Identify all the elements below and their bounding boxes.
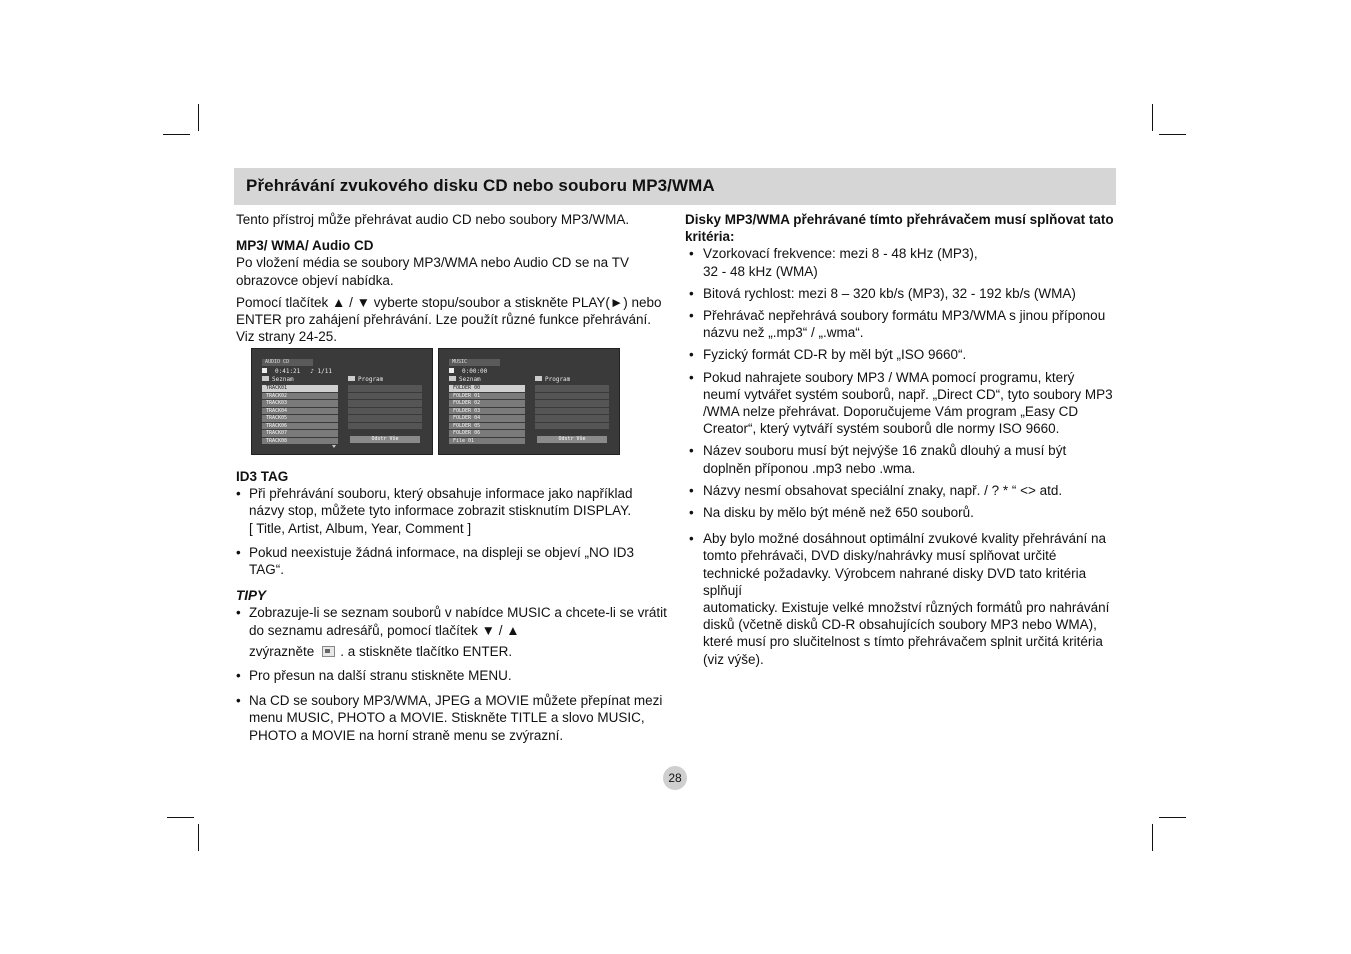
menu-screenshots (251, 348, 620, 455)
list-item[interactable]: FOLDER 06 (449, 430, 525, 437)
screen-tag: MUSIC (449, 359, 500, 366)
program-icon (535, 376, 542, 381)
program-header: Program (348, 376, 383, 383)
tips-heading: TIPY (236, 588, 267, 604)
stop-icon (262, 368, 267, 373)
right-column (685, 211, 1115, 668)
program-list (535, 385, 609, 430)
list-item: • Na disku by mělo být méně než 650 souborů. (685, 504, 1115, 521)
audio-cd-screen (251, 348, 433, 455)
list-item: • Na CD se soubory MP3/WMA, JPEG a MOVIE můžete přepínat mezi menu MUSIC, PHOTO a MOVIE. Stiskněte TITLE a slovo MUSIC, PHOTO a MOVIE na horní straně menu se zvýrazní. (236, 692, 668, 744)
page-title: Přehrávání zvukového disku CD nebo souboru MP3/WMA (246, 176, 715, 195)
criteria-list (685, 245, 1115, 667)
list-item[interactable]: FOLDER 05 (449, 423, 525, 430)
list-item[interactable]: FOLDER 04 (449, 415, 525, 422)
folder-up-icon (322, 646, 335, 657)
track-count: ♪ 1/11 (310, 368, 332, 375)
list-header: Seznam (262, 376, 294, 383)
crop-mark (198, 104, 199, 131)
list-item[interactable]: TRACK01 (262, 385, 338, 392)
list-item: • Pokud nahrajete soubory MP3 / WMA pomocí programu, který neumí vytvářet systém souborů, např. „Direct CD“, tyto soubory MP3 /WMA nelze přehrávat. Doporučujeme Vám program „Easy CD Creator“, který vytváří systém souborů dle normy ISO 9660. (685, 369, 1115, 438)
stop-icon (449, 368, 454, 373)
screen-timer: 0:00:00 (449, 368, 487, 375)
list-item[interactable]: TRACK06 (262, 423, 338, 430)
file-footer: File 01 (449, 438, 525, 445)
track-list (262, 385, 338, 445)
list-item[interactable]: FOLDER 00 (449, 385, 525, 392)
program-list (348, 385, 422, 430)
list-item[interactable]: TRACK07 (262, 430, 338, 437)
intro-text: Tento přístroj může přehrávat audio CD nebo soubory MP3/WMA. (236, 212, 630, 227)
list-item[interactable]: TRACK04 (262, 408, 338, 415)
list-icon (449, 376, 456, 381)
scroll-down-icon (332, 445, 336, 448)
list-item: • Pro přesun na další stranu stiskněte MENU. (236, 667, 668, 684)
list-item: • Pokud neexistuje žádná informace, na displeji se objeví „NO ID3 TAG“. (236, 544, 668, 578)
mp3-heading: MP3/ WMA/ Audio CD (236, 238, 374, 254)
list-item: • Název souboru musí být nejvýše 16 znaků dlouhý a musí být doplněn příponou .mp3 nebo .wma. (685, 442, 1115, 476)
tips-list (236, 604, 668, 743)
mp3-paragraph-2: Pomocí tlačítek ▲ / ▼ vyberte stopu/soubor a stiskněte PLAY(►) nebo ENTER pro zahájení přehrávání. Lze použít různé funkce přehrávání. Viz strany 24-25. (236, 294, 662, 345)
mp3-paragraph-1: Po vložení média se soubory MP3/WMA nebo Audio CD se na TV obrazovce objeví nabídka. (236, 255, 629, 288)
folder-list (449, 385, 525, 445)
list-item: • Zobrazuje-li se seznam souborů v nabídce MUSIC a chcete-li se vrátit do seznamu adresářů, pomocí tlačítek ▼ / ▲ zvýrazněte . a stiskněte tlačítko ENTER. (236, 604, 668, 660)
page-number: 28 (663, 766, 687, 790)
screen-timer: 0:41:21 ♪ 1/11 (262, 368, 332, 375)
left-column-lower (236, 468, 668, 744)
crop-mark (167, 817, 194, 818)
criteria-heading: Disky MP3/WMA přehrávané tímto přehrávačem musí splňovat tato kritéria: (685, 212, 1114, 245)
list-item[interactable]: FOLDER 02 (449, 400, 525, 407)
list-item[interactable]: FOLDER 03 (449, 408, 525, 415)
list-item: • Aby bylo možné dosáhnout optimální zvukové kvality přehrávání na tomto přehrávači, DVD disky/nahrávky musí splňovat určité technické požadavky. Výrobcem nahrané disky DVD tato kritéria splňují automaticky. Existuje velké množství různých formátů pro nahrávání disků (včetně disků CD-R obsahujících soubory MP3 nebo WMA), které musí pro slučitelnost s tímto přehrávačem splnit určitá kritéria (viz výše). (685, 530, 1115, 668)
list-icon (262, 376, 269, 381)
clear-all-button[interactable]: Odstr Vše (537, 436, 607, 443)
list-header: Seznam (449, 376, 481, 383)
crop-mark (1159, 134, 1186, 135)
id3-list (236, 485, 668, 578)
list-item: • Vzorkovací frekvence: mezi 8 - 48 kHz (MP3), 32 - 48 kHz (WMA) (685, 245, 1115, 279)
list-item: • Při přehrávání souboru, který obsahuje informace jako například názvy stop, můžete tyto informace zobrazit stisknutím DISPLAY. [ Title, Artist, Album, Year, Comment ] (236, 485, 668, 537)
list-item: • Bitová rychlost: mezi 8 – 320 kb/s (MP3), 32 - 192 kb/s (WMA) (685, 285, 1115, 302)
list-item[interactable]: TRACK05 (262, 415, 338, 422)
list-item: • Názvy nesmí obsahovat speciální znaky, např. / ? * “ <> atd. (685, 482, 1115, 499)
crop-mark (1159, 817, 1186, 818)
program-icon (348, 376, 355, 381)
section-title-bar (234, 168, 1116, 205)
list-item[interactable]: TRACK03 (262, 400, 338, 407)
crop-mark (198, 824, 199, 851)
left-column (236, 211, 668, 345)
clear-all-button[interactable]: Odstr Vše (350, 436, 420, 443)
list-item[interactable]: TRACK08 (262, 438, 338, 445)
list-item: • Fyzický formát CD-R by měl být „ISO 9660“. (685, 346, 1115, 363)
screen-tag: AUDIO CD (262, 359, 313, 366)
program-header: Program (535, 376, 570, 383)
crop-mark (1152, 824, 1153, 851)
crop-mark (1152, 104, 1153, 131)
crop-mark (163, 134, 190, 135)
music-screen (438, 348, 620, 455)
id3-heading: ID3 TAG (236, 469, 289, 484)
list-item: • Přehrávač nepřehrává soubory formátu MP3/WMA s jinou příponou názvu než „.mp3“ / „.wma“. (685, 307, 1115, 341)
list-item[interactable]: FOLDER 01 (449, 393, 525, 400)
list-item[interactable]: TRACK02 (262, 393, 338, 400)
